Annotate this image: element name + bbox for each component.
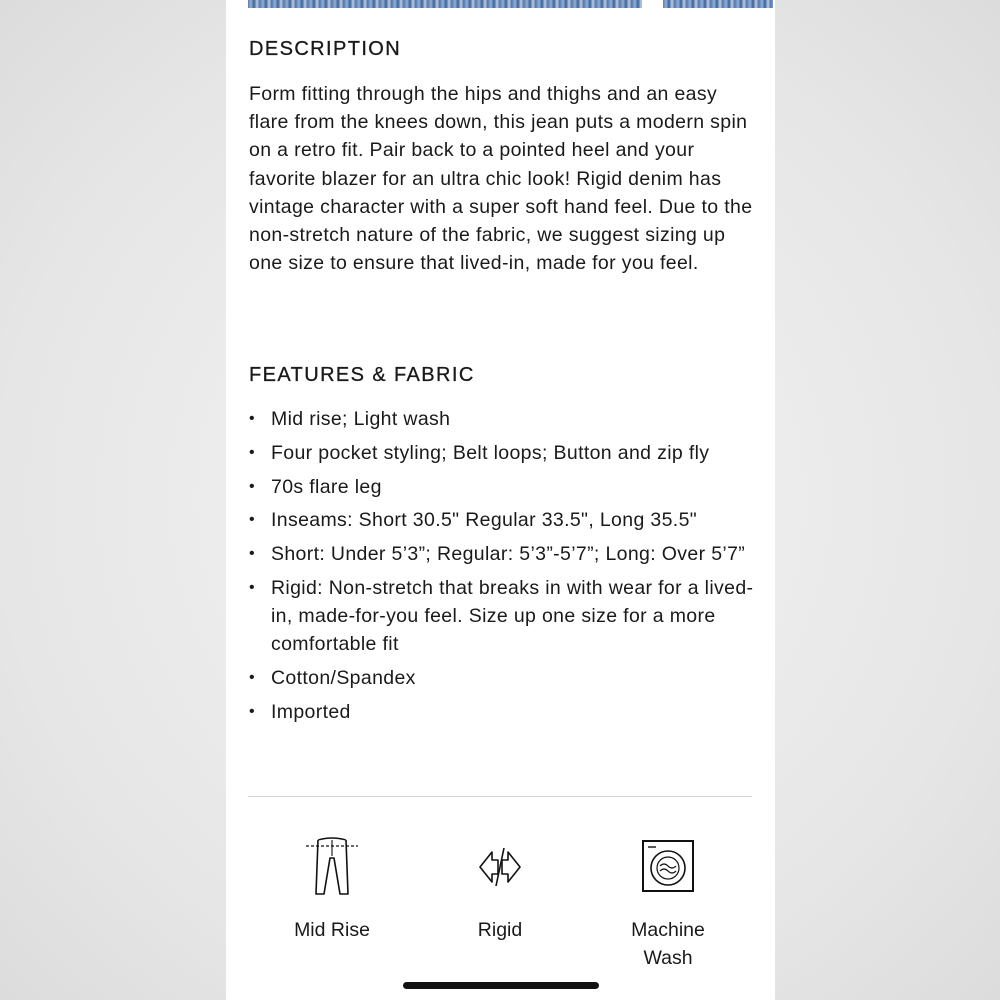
- bullet-icon: •: [249, 668, 255, 686]
- description-text: Form fitting through the hips and thighs and an easy flare from the knees down, this jean puts a modern spin on a retro fit. Pair back to a pointed heel and your favorite blazer for an ultra chic look! Rigid denim has vintage character with a super soft hand feel. Due to the non-stretch nature of the fabric, we suggest sizing up one size to ensure that lived-in, made for you feel.: [249, 83, 753, 275]
- mid-rise-icon: [302, 834, 362, 896]
- description-heading: DESCRIPTION: [249, 38, 402, 60]
- section-divider: [248, 796, 752, 797]
- features-heading: FEATURES & FABRIC: [249, 364, 475, 386]
- home-indicator[interactable]: [403, 982, 599, 989]
- features-list: [249, 405, 754, 731]
- feature-item: [249, 664, 754, 692]
- product-details-panel: [226, 0, 775, 1000]
- feature-text: Four pocket styling; Belt loops; Button and zip fly: [271, 441, 710, 464]
- feature-text: 70s flare leg: [271, 475, 382, 498]
- feature-item: [249, 439, 754, 467]
- rigid-icon: [470, 834, 530, 896]
- machine-wash-icon: [638, 834, 698, 896]
- bullet-icon: •: [249, 702, 255, 720]
- feature-text: Cotton/Spandex: [271, 666, 416, 689]
- care-label: Machine Wash: [631, 919, 705, 969]
- feature-item: [249, 698, 754, 726]
- feature-item: [249, 506, 754, 534]
- care-label: Rigid: [477, 919, 523, 941]
- care-label: Mid Rise: [294, 919, 370, 941]
- product-image-crop[interactable]: [248, 0, 642, 8]
- feature-text: Imported: [271, 700, 351, 723]
- feature-item: [249, 540, 754, 568]
- care-item-mid-rise: [272, 834, 392, 944]
- feature-item: [249, 405, 754, 433]
- feature-item: [249, 473, 754, 501]
- bullet-icon: •: [249, 545, 255, 563]
- care-item-rigid: [440, 834, 560, 944]
- bullet-icon: •: [249, 477, 255, 495]
- feature-text: Rigid: Non-stretch that breaks in with wear for a lived-in, made-for-you feel. Size up one size for a more comfortable fit: [271, 576, 754, 655]
- bullet-icon: •: [249, 410, 255, 427]
- feature-text: Mid rise; Light wash: [271, 408, 451, 430]
- feature-item: [249, 574, 754, 658]
- bullet-icon: •: [249, 578, 255, 596]
- product-image-crop[interactable]: [663, 0, 773, 8]
- care-item-machine-wash: [608, 834, 728, 972]
- feature-text: Short: Under 5’3”; Regular: 5’3”-5’7”; Long: Over 5’7”: [271, 543, 746, 566]
- bullet-icon: •: [249, 511, 255, 529]
- bullet-icon: •: [249, 443, 255, 461]
- feature-text: Inseams: Short 30.5" Regular 33.5", Long 35.5": [271, 509, 698, 532]
